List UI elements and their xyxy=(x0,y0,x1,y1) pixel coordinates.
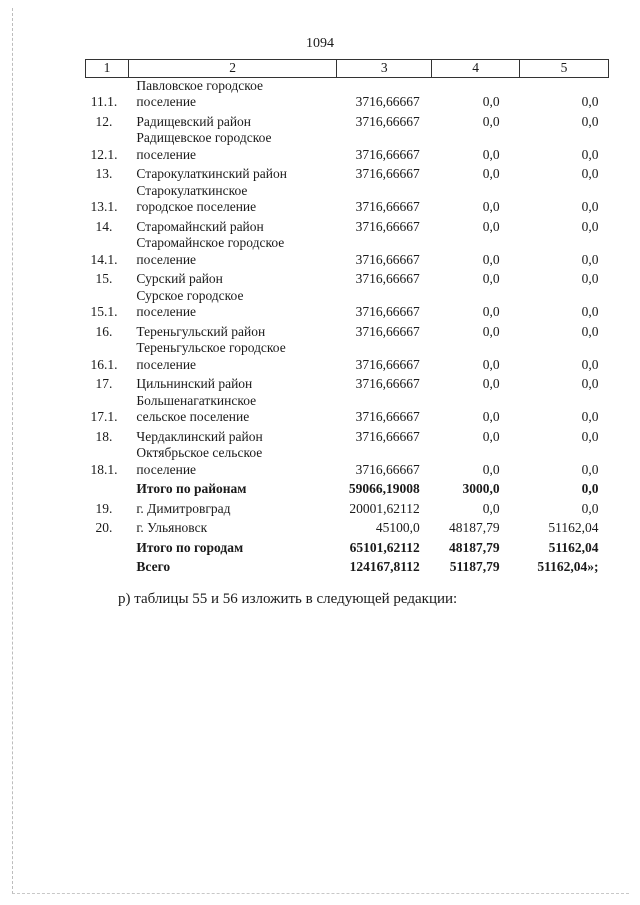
row-name-line: Тереньгульское городское xyxy=(136,340,286,355)
value-col-5: 0,0 xyxy=(581,376,599,391)
value-col-3: 3716,66667 xyxy=(355,376,420,391)
table-row xyxy=(86,111,609,131)
value-col-3: 3716,66667 xyxy=(355,409,420,424)
value-col-5: 0,0 xyxy=(581,409,599,424)
value-col-3: 3716,66667 xyxy=(355,166,420,181)
value-col-5: 0,0 xyxy=(581,199,599,214)
row-name xyxy=(128,445,336,478)
table-total-row xyxy=(86,478,609,498)
value-col-5: 51162,04 xyxy=(548,520,599,535)
row-name-line: Тереньгульский район xyxy=(136,323,266,339)
value-col-3: 3716,66667 xyxy=(355,356,420,372)
row-name-line: поселение xyxy=(136,356,197,372)
row-number: 18. xyxy=(95,428,113,444)
row-name xyxy=(128,216,336,236)
row-name-line: Сурский район xyxy=(136,271,223,286)
row-name-line: поселение xyxy=(136,94,197,109)
value-col-4: 0,0 xyxy=(482,146,500,162)
row-name xyxy=(128,130,336,163)
row-number: 11.1. xyxy=(90,94,118,109)
value-col-3: 3716,66667 xyxy=(355,428,420,444)
table-row xyxy=(86,163,609,183)
value-col-4: 0,0 xyxy=(482,94,500,109)
column-header-2: 2 xyxy=(128,60,336,78)
table-row xyxy=(86,268,609,288)
table-row xyxy=(86,235,609,268)
row-name xyxy=(128,268,336,288)
table-row xyxy=(86,498,609,518)
row-name xyxy=(128,235,336,268)
row-number: 13.1. xyxy=(90,199,118,214)
value-col-4: 0,0 xyxy=(482,271,500,286)
row-number: 13. xyxy=(95,166,113,181)
table-total-row xyxy=(86,556,609,576)
row-number xyxy=(86,537,129,557)
row-number xyxy=(86,556,129,576)
value-col-4: 51187,79 xyxy=(449,559,500,574)
value-col-5: 0,0 xyxy=(581,166,599,181)
value-col-3: 124167,8112 xyxy=(349,559,420,574)
table-row xyxy=(86,517,609,537)
row-name xyxy=(128,373,336,393)
value-col-4: 48187,79 xyxy=(448,539,500,555)
row-name-line: Павловское городское xyxy=(136,77,263,93)
row-name xyxy=(128,517,336,537)
value-col-3: 45100,0 xyxy=(375,520,420,535)
row-name-line: городское поселение xyxy=(136,199,257,214)
table-header-row xyxy=(86,60,609,78)
value-col-3: 3716,66667 xyxy=(355,251,420,267)
data-table xyxy=(85,59,609,576)
value-col-5: 0,0 xyxy=(581,251,599,267)
value-col-4: 0,0 xyxy=(482,218,500,234)
row-name-line: Чердаклинский район xyxy=(136,428,263,444)
value-col-4: 0,0 xyxy=(482,409,500,424)
amendment-text: р) таблицы 55 и 56 изложить в следующей редакции: xyxy=(118,591,458,607)
row-name-line: г. Ульяновск xyxy=(136,520,208,535)
value-col-5: 0,0 xyxy=(581,481,599,496)
value-col-3: 3716,66667 xyxy=(355,461,420,477)
row-name-line: Радищевское городское xyxy=(136,130,272,145)
row-number: 15. xyxy=(95,271,113,286)
table-row xyxy=(86,216,609,236)
column-header-1: 1 xyxy=(86,60,129,78)
row-number: 12. xyxy=(95,113,113,129)
value-col-4: 0,0 xyxy=(482,428,500,444)
row-name-line: Большенагаткинское xyxy=(136,392,257,408)
row-name xyxy=(128,393,336,426)
table-row xyxy=(86,288,609,321)
value-col-4: 0,0 xyxy=(482,166,500,181)
value-col-4: 0,0 xyxy=(482,500,500,516)
value-col-4: 0,0 xyxy=(482,356,500,372)
row-number: 17. xyxy=(95,376,113,391)
value-col-4: 0,0 xyxy=(482,304,500,319)
row-number: 17.1. xyxy=(90,409,118,424)
row-name-line: г. Димитровград xyxy=(136,500,231,516)
row-number: 18.1. xyxy=(90,461,118,477)
row-name xyxy=(128,111,336,131)
column-header-5: 5 xyxy=(520,60,609,78)
value-col-3: 3716,66667 xyxy=(355,94,420,109)
row-name xyxy=(128,478,336,498)
column-header-4: 4 xyxy=(432,60,520,78)
row-name-line: Итого по городам xyxy=(136,539,244,555)
value-col-4: 0,0 xyxy=(482,113,500,129)
table-row xyxy=(86,130,609,163)
row-name-line: Старомайнский район xyxy=(136,218,264,234)
row-number: 14.1. xyxy=(90,251,118,267)
value-col-5: 0,0 xyxy=(581,500,599,516)
row-number: 20. xyxy=(95,520,113,535)
page-number: 1094 xyxy=(306,36,334,51)
row-name-line: Цильнинский район xyxy=(136,376,253,391)
table-row xyxy=(86,77,609,111)
value-col-5: 0,0 xyxy=(581,146,599,162)
row-name xyxy=(128,163,336,183)
row-name-line: поселение xyxy=(136,304,197,319)
row-name-line: Всего xyxy=(136,559,171,574)
row-name xyxy=(128,288,336,321)
row-name-line: Старомайнское городское xyxy=(136,235,285,250)
row-name xyxy=(128,340,336,373)
row-name-line: поселение xyxy=(136,251,197,267)
row-name xyxy=(128,77,336,111)
row-number xyxy=(86,478,129,498)
row-number: 15.1. xyxy=(90,304,118,319)
table-row xyxy=(86,393,609,426)
table-total-row xyxy=(86,537,609,557)
row-number: 16. xyxy=(95,323,113,339)
table-row xyxy=(86,373,609,393)
value-col-5: 0,0 xyxy=(581,218,599,234)
value-col-3: 3716,66667 xyxy=(355,304,420,319)
value-col-3: 59066,19008 xyxy=(348,481,420,496)
row-name-line: Старокулаткинское xyxy=(136,182,248,198)
row-name-line: Октябрьское сельское xyxy=(136,445,263,460)
value-col-3: 3716,66667 xyxy=(355,199,420,214)
value-col-3: 3716,66667 xyxy=(355,146,420,162)
value-col-4: 0,0 xyxy=(482,199,500,214)
column-header-3: 3 xyxy=(337,60,432,78)
row-name xyxy=(128,498,336,518)
row-name xyxy=(128,183,336,216)
value-col-5: 0,0 xyxy=(581,271,599,286)
value-col-5: 0,0 xyxy=(581,94,599,109)
value-col-4: 0,0 xyxy=(482,461,500,477)
table-row xyxy=(86,445,609,478)
row-name-line: Итого по районам xyxy=(136,481,247,496)
value-col-5: 0,0 xyxy=(581,113,599,129)
table-body xyxy=(86,77,609,576)
table-row xyxy=(86,426,609,446)
value-col-4: 3000,0 xyxy=(462,481,500,496)
value-col-5: 51162,04»; xyxy=(537,559,599,574)
table-row xyxy=(86,321,609,341)
value-col-4: 0,0 xyxy=(482,323,500,339)
value-col-5: 51162,04 xyxy=(548,539,599,555)
value-col-5: 0,0 xyxy=(581,304,599,319)
row-name xyxy=(128,426,336,446)
table-row xyxy=(86,340,609,373)
row-name-line: Радищевский район xyxy=(136,113,252,129)
row-number: 19. xyxy=(95,500,113,516)
value-col-5: 0,0 xyxy=(581,461,599,477)
row-name xyxy=(128,321,336,341)
value-col-4: 0,0 xyxy=(482,376,500,391)
value-col-3: 3716,66667 xyxy=(355,323,420,339)
value-col-3: 3716,66667 xyxy=(355,271,420,286)
row-name-line: сельское поселение xyxy=(136,409,250,424)
value-col-3: 65101,62112 xyxy=(349,539,420,555)
value-col-4: 48187,79 xyxy=(448,520,500,535)
row-name-line: Старокулаткинский район xyxy=(136,166,287,181)
row-name-line: поселение xyxy=(136,146,197,162)
row-number: 14. xyxy=(95,218,113,234)
table-row xyxy=(86,183,609,216)
value-col-5: 0,0 xyxy=(581,323,599,339)
value-col-3: 3716,66667 xyxy=(355,113,420,129)
value-col-5: 0,0 xyxy=(581,428,599,444)
value-col-4: 0,0 xyxy=(482,251,500,267)
row-number: 16.1. xyxy=(90,356,118,372)
value-col-3: 20001,62112 xyxy=(349,500,420,516)
row-name-line: Сурское городское xyxy=(136,287,244,303)
value-col-5: 0,0 xyxy=(581,356,599,372)
row-name xyxy=(128,556,336,576)
row-name-line: поселение xyxy=(136,461,197,477)
row-number: 12.1. xyxy=(90,146,118,162)
row-name xyxy=(128,537,336,557)
value-col-3: 3716,66667 xyxy=(355,218,420,234)
